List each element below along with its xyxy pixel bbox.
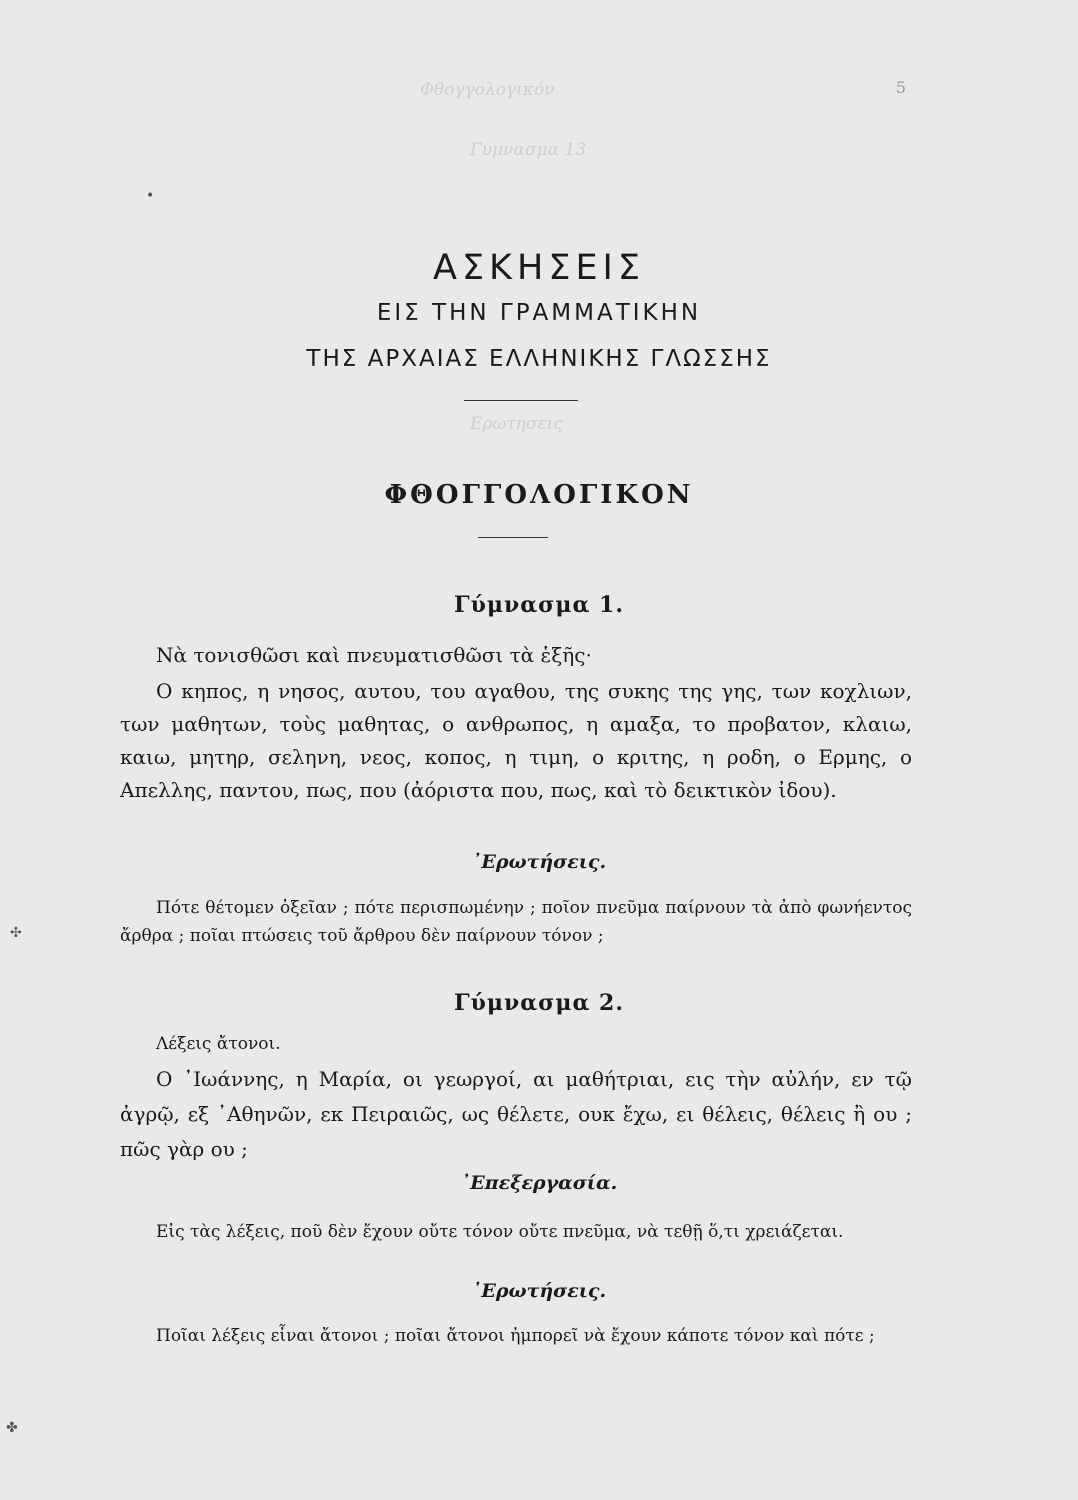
exercise-2-title: Γύμνασμα 2.	[453, 990, 625, 1016]
section-title: ΦΘΟΓΓΟΛΟΓΙΚΟΝ	[384, 480, 694, 510]
exercise-1-title: Γύμνασμα 1.	[453, 592, 625, 618]
exercise-2-questions: Ποῖαι λέξεις εἶναι ἄτονοι ; ποῖαι ἄτονοι ἠμπορεῖ νὰ ἔχουν κάποτε τόνον καὶ πότε ;	[156, 1326, 875, 1346]
exercise-1-instruction: Νὰ τονισθῶσι καὶ πνευματισθῶσι τὰ ἑξῆς·	[156, 643, 592, 667]
ink-speck-icon: ✣	[10, 925, 22, 941]
title-divider	[464, 400, 578, 401]
subtitle-line-1: ΕΙΣ ΤΗΝ ΓΡΑΜΜΑΤΙΚΗΝ	[376, 300, 702, 326]
subtitle-line-2: ΤΗΣ ΑΡΧΑΙΑΣ ΕΛΛΗΝΙΚΗΣ ΓΛΩΣΣΗΣ	[306, 346, 772, 372]
exercise-1-questions: Πότε θέτομεν ὀξεῖαν ; πότε περισπωμένην ; ποῖον πνεῦμα παίρνουν τὰ ἀπὸ φωνήεντος ἄρθρα ; ποῖαι πτώσεις τοῦ ἄρθρου δὲν παίρνουν τόνον ;	[120, 898, 912, 946]
exercise-2-instruction: Λέξεις ἄτονοι.	[156, 1034, 281, 1054]
exercise-2-elaboration-heading: ᾽Επεξεργασία.	[460, 1172, 618, 1194]
bleed-through-questions: Ερωτησεις	[470, 414, 563, 434]
main-title: ΑΣΚΗΣΕΙΣ	[433, 248, 645, 288]
exercise-1-questions-heading: ᾽Ερωτήσεις.	[471, 851, 607, 873]
section-divider	[478, 537, 548, 538]
page-number: 5	[895, 78, 906, 97]
bleed-through-header: Φθογγολογικόν	[420, 80, 555, 100]
exercise-1-text: Ο κηπος, η νησος, αυτου, του αγαθου, της συκης της γης, των κοχλιων, των μαθητων, τοὺς μαθητας, ο ανθρωπος, η αμαξα, το προβατον, κλαιω, καιω, μητηρ, σεληνη, νεος, κοπος, η τιμη, ο κριτης, η ροδη, ο Ερμης, ο Απελλης, παντου, πως, που (ἀόριστα που, πως, καὶ τὸ δεικτικὸν ἰδου).	[120, 679, 912, 802]
exercise-2-elaboration: Εἰς τὰς λέξεις, ποῦ δὲν ἔχουν οὔτε τόνον οὔτε πνεῦμα, νὰ τεθῇ ὅ,τι χρειάζεται.	[156, 1222, 844, 1242]
bleed-through-exercise: Γυμνασμα 13	[470, 140, 587, 160]
exercise-2-questions-heading: ᾽Ερωτήσεις.	[471, 1280, 607, 1302]
exercise-2-text: Ο ᾽Ιωάννης, η Μαρία, οι γεωργοί, αι μαθήτριαι, εις τὴν αὐλήν, εν τῷ ἀγρῷ, εξ ᾽Αθηνῶν, εκ Πειραιῶς, ως θέλετε, ουκ ἔχω, ει θέλεις, θέλεις ἢ ου ; πῶς γὰρ ου ;	[120, 1067, 912, 1161]
ink-speck-icon: •	[146, 188, 155, 204]
ink-speck-icon: ✤	[6, 1420, 18, 1436]
